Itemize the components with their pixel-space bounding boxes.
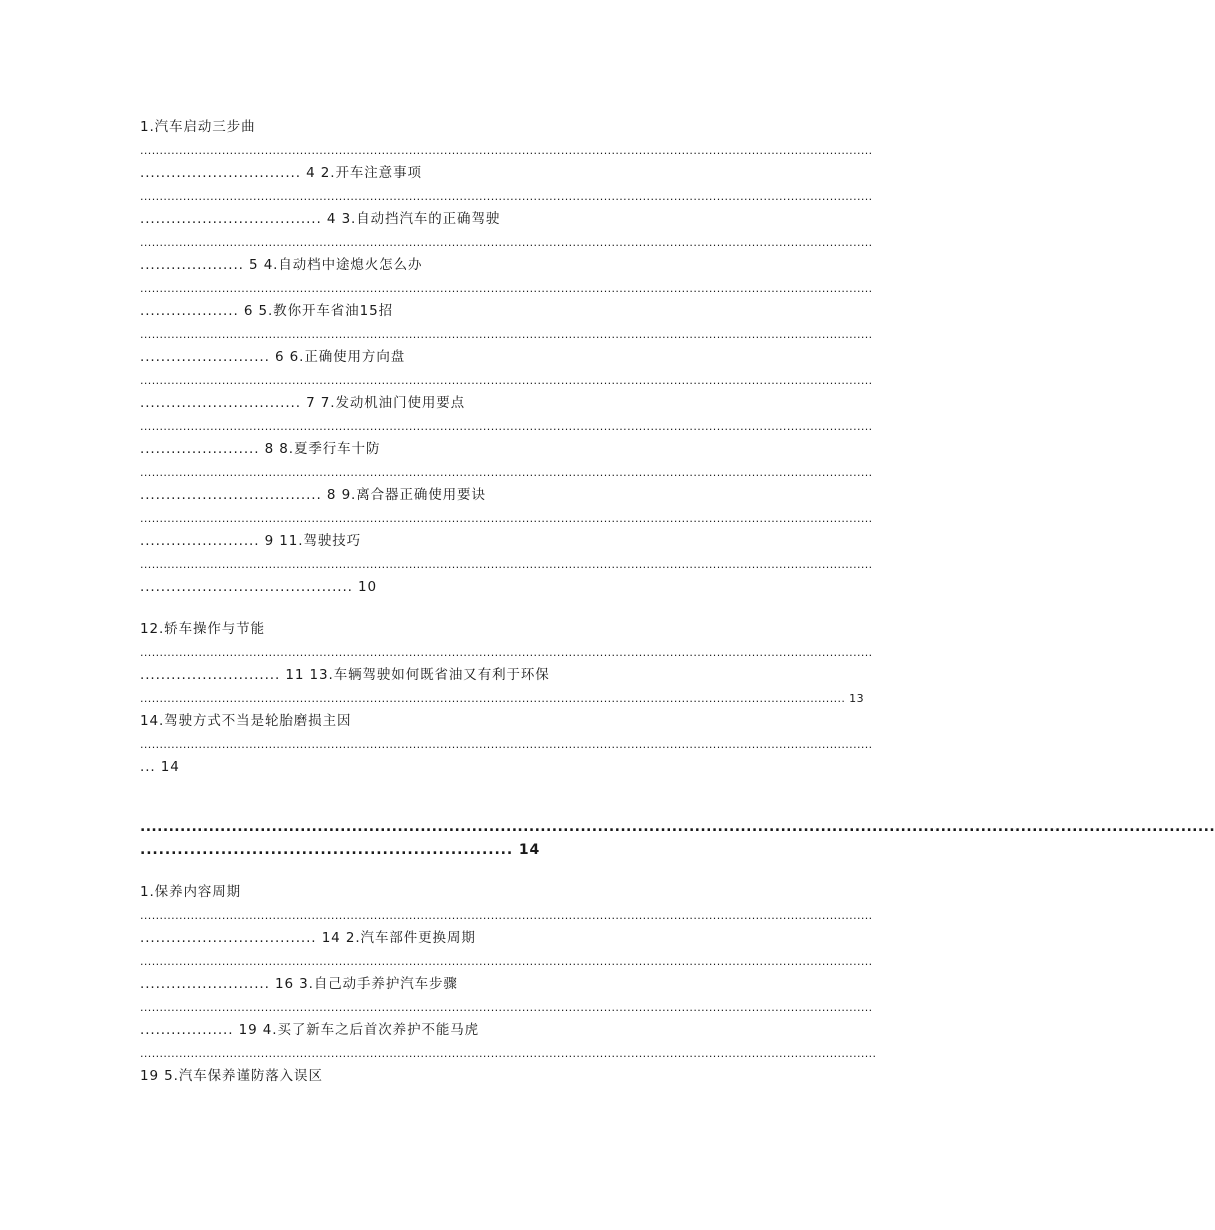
toc-line[interactable]: ....................... 8 8.夏季行车十防 [140,441,381,457]
toc-line[interactable]: ............................... 4 2.开车注意事项 [140,165,422,181]
toc-line[interactable]: ....................... 9 11.驾驶技巧 [140,533,362,549]
table-of-contents [140,116,1215,1088]
toc-leader: ............................................................................................................................................................................................ [140,374,873,387]
toc-line[interactable]: ........................... 11 13.车辆驾驶如何既省油又有利于环保 [140,667,550,683]
toc-line[interactable]: ......................... 16 3.自己动手养护汽车步骤 [140,976,458,992]
toc-line[interactable]: ............................... 7 7.发动机油门使用要点 [140,395,466,411]
toc-leader: ............................................................................................................................................................................................ [140,190,873,203]
toc-leader: ............................................................................................................................................................................................ [140,144,873,157]
toc-line[interactable]: ... 14 [140,759,180,775]
toc-chapter-line[interactable]: ............................................................ 14 [140,842,541,858]
toc-line[interactable]: 14.驾驶方式不当是轮胎磨损主因 [140,713,352,729]
toc-line[interactable]: .................................. 14 2.汽车部件更换周期 [140,930,476,946]
toc-leader: ............................................................................................................................................................................................ [140,512,873,525]
toc-leader: ............................................................................................................................................................................................ [140,955,873,968]
toc-line[interactable]: 19 5.汽车保养谨防落入误区 [140,1068,323,1084]
toc-line[interactable]: .................. 19 4.买了新车之后首次养护不能马虎 [140,1022,480,1038]
toc-line[interactable]: 12.轿车操作与节能 [140,621,265,637]
toc-line[interactable]: ................................... 8 9.离合器正确使用要诀 [140,487,486,503]
toc-leader: ............................................................................................................................................................................................ [140,420,873,433]
section-gap [140,599,812,618]
toc-leader[interactable]: ..................................................................................................................................................................................... 13 [140,692,864,705]
toc-leader: ............................................................................................................................................................................................ [140,1001,873,1014]
toc-leader: ............................................................................................................................................................................................ [140,466,873,479]
section-gap [140,797,812,816]
section-gap [140,779,812,797]
toc-leader: ............................................................................................................................................................................................ [140,909,873,922]
toc-leader: ............................................................................................................................................................................................ [140,646,873,659]
toc-line[interactable]: ................... 6 5.教你开车省油15招 [140,303,393,319]
toc-leader: ............................................................................................................................................................................................ [140,236,873,249]
toc-leader: ............................................................................................................................................................................................. [140,1047,877,1060]
toc-line[interactable]: 1.保养内容周期 [140,884,242,900]
toc-chapter-leader: ............................................................................................................................................................................................ [140,819,1215,835]
toc-line[interactable]: ......................................... 10 [140,579,378,595]
toc-leader: ............................................................................................................................................................................................ [140,282,873,295]
toc-leader: ............................................................................................................................................................................................ [140,328,873,341]
toc-line[interactable]: ......................... 6 6.正确使用方向盘 [140,349,406,365]
toc-leader: ............................................................................................................................................................................................ [140,738,873,751]
section-gap [140,862,812,881]
toc-line[interactable]: 1.汽车启动三步曲 [140,119,256,135]
toc-line[interactable]: ................................... 4 3.自动挡汽车的正确驾驶 [140,211,501,227]
toc-leader: ............................................................................................................................................................................................ [140,558,873,571]
toc-line[interactable]: .................... 5 4.自动档中途熄火怎么办 [140,257,423,273]
